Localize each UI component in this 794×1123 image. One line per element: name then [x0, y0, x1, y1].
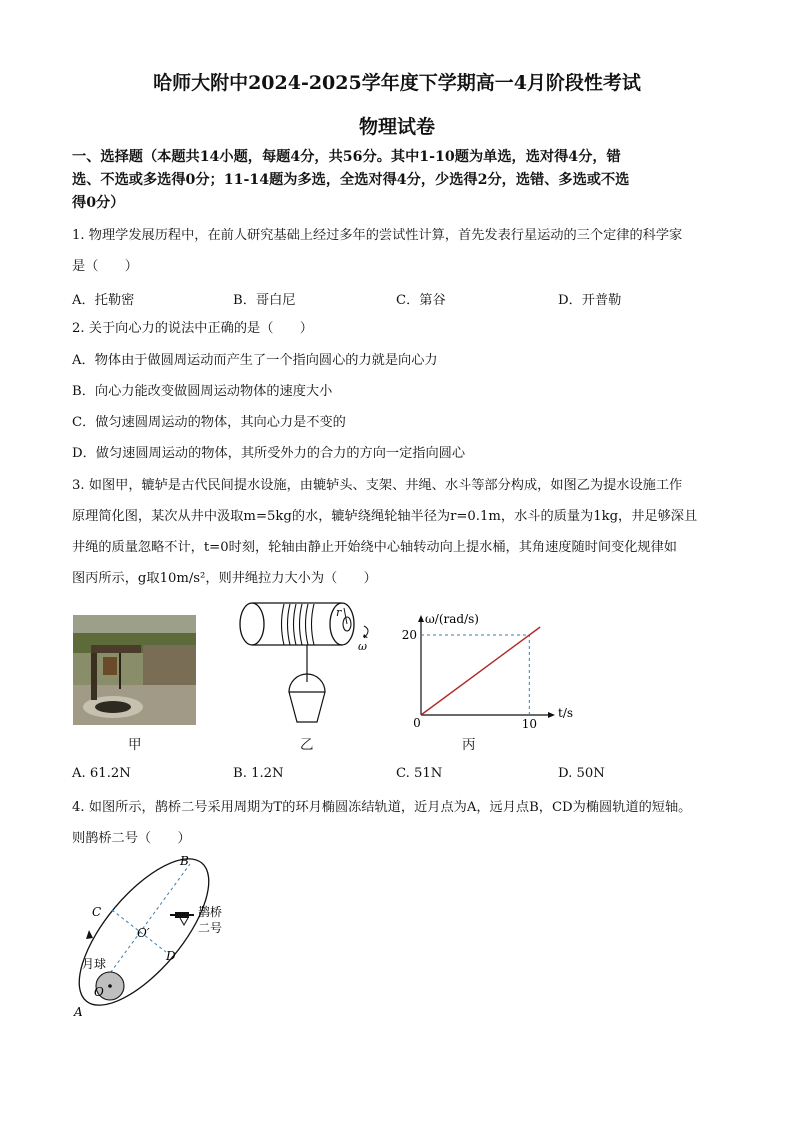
well-photo-image: [73, 615, 196, 725]
y-axis-arrow-icon: [418, 615, 424, 622]
center-label: O′: [137, 926, 150, 940]
section-instructions: [72, 146, 732, 215]
origin-label: 0: [413, 716, 421, 730]
direction-arrow-icon: [86, 930, 93, 939]
q2-option-a[interactable]: A．物体由于做圆周运动而产生了一个指向圆心的力就是向心力: [72, 353, 438, 368]
q3-option-d[interactable]: D. 50N: [558, 766, 605, 781]
q3-stem-line: 图丙所示，g取10m/s²，则井绳拉力大小为（ ）: [72, 571, 377, 586]
omega-time-chart: [395, 603, 595, 733]
q1-option-a[interactable]: A．托勒密: [72, 293, 135, 308]
section-line: 一、选择题（本题共14小题，每题4分，共56分。其中1-10题为单选，选对得4分，错: [72, 149, 621, 165]
figure-label-jia: 甲: [128, 737, 142, 753]
satellite-label-1: 鹊桥: [198, 905, 223, 919]
q3-stem-line: 原理简化图，某次从井中汲取m=5kg的水，辘轳绕绳轮轴半径为r=0.1m，水斗的质量为1kg，井足够深且: [72, 509, 698, 524]
section-line: 选、不选或多选得0分；11-14题为多选，全选对得4分，少选得2分，选错、多选或不选: [72, 172, 630, 188]
q1-stem-line: 1. 物理学发展历程中，在前人研究基础上经过多年的尝试性计算，首先发表行星运动的三个定律的科学家: [72, 228, 683, 243]
page-title: 哈师大附中2024-2025学年度下学期高一4月阶段性考试: [153, 72, 641, 94]
q2-option-d[interactable]: D．做匀速圆周运动的物体，其所受外力的合力的方向一定指向圆心: [72, 446, 466, 461]
q3-option-a[interactable]: A. 61.2N: [72, 766, 131, 781]
omega-label: ω: [358, 640, 367, 653]
x-axis-label: t/s: [558, 706, 574, 720]
figure-label-yi: 乙: [300, 737, 314, 753]
q3-option-b[interactable]: B. 1.2N: [233, 766, 284, 781]
x-tick-label: 10: [521, 717, 537, 731]
pulley-diagram: [232, 600, 382, 730]
q2-option-c[interactable]: C．做匀速圆周运动的物体，其向心力是不变的: [72, 415, 346, 430]
q1-option-d[interactable]: D．开普勒: [558, 293, 622, 308]
page-subtitle: 物理试卷: [358, 116, 435, 138]
radius-label: r: [336, 606, 342, 619]
satellite-icon: [170, 912, 194, 925]
satellite-label-2: 二号: [198, 921, 223, 935]
q1-option-c[interactable]: C．第谷: [396, 293, 446, 308]
q1-option-b[interactable]: B．哥白尼: [233, 293, 296, 308]
q4-stem-line: 则鹊桥二号（ ）: [72, 831, 191, 846]
point-a-label: A: [74, 1005, 83, 1019]
q2-option-b[interactable]: B．向心力能改变做圆周运动物体的速度大小: [72, 384, 333, 399]
q4-stem-line: 4. 如图所示，鹊桥二号采用周期为T的环月椭圆冻结轨道，近月点为A，远月点B，CD为椭圆轨道的短轴。: [72, 800, 692, 815]
section-line: 得0分）: [72, 195, 125, 211]
q2-stem: 2. 关于向心力的说法中正确的是（ ）: [72, 321, 313, 336]
point-d-label: D: [166, 949, 176, 963]
orbit-diagram: [62, 850, 252, 1025]
focus-point: [108, 984, 112, 988]
figure-label-bing: 丙: [462, 737, 476, 753]
point-b-label: B: [180, 854, 189, 868]
q3-stem-line: 3. 如图甲，辘轳是古代民间提水设施，由辘轳头、支架、井绳、水斗等部分构成，如图乙为提水设施工作: [72, 478, 683, 493]
focus-label: O: [94, 985, 104, 999]
q3-stem-line: 井绳的质量忽略不计，t=0时刻，轮轴由静止开始绕中心轴转动向上提水桶，其角速度随时间变化规律如: [72, 540, 677, 555]
y-tick-label: 20: [401, 628, 417, 642]
series-line: [421, 627, 540, 715]
y-axis-label: ω/(rad/s): [425, 612, 479, 626]
point-c-label: C: [92, 905, 102, 919]
q1-stem-line: 是（ ）: [72, 259, 138, 274]
x-axis-arrow-icon: [548, 712, 555, 718]
moon-label: 月球: [82, 957, 107, 971]
q3-option-c[interactable]: C. 51N: [396, 766, 443, 781]
